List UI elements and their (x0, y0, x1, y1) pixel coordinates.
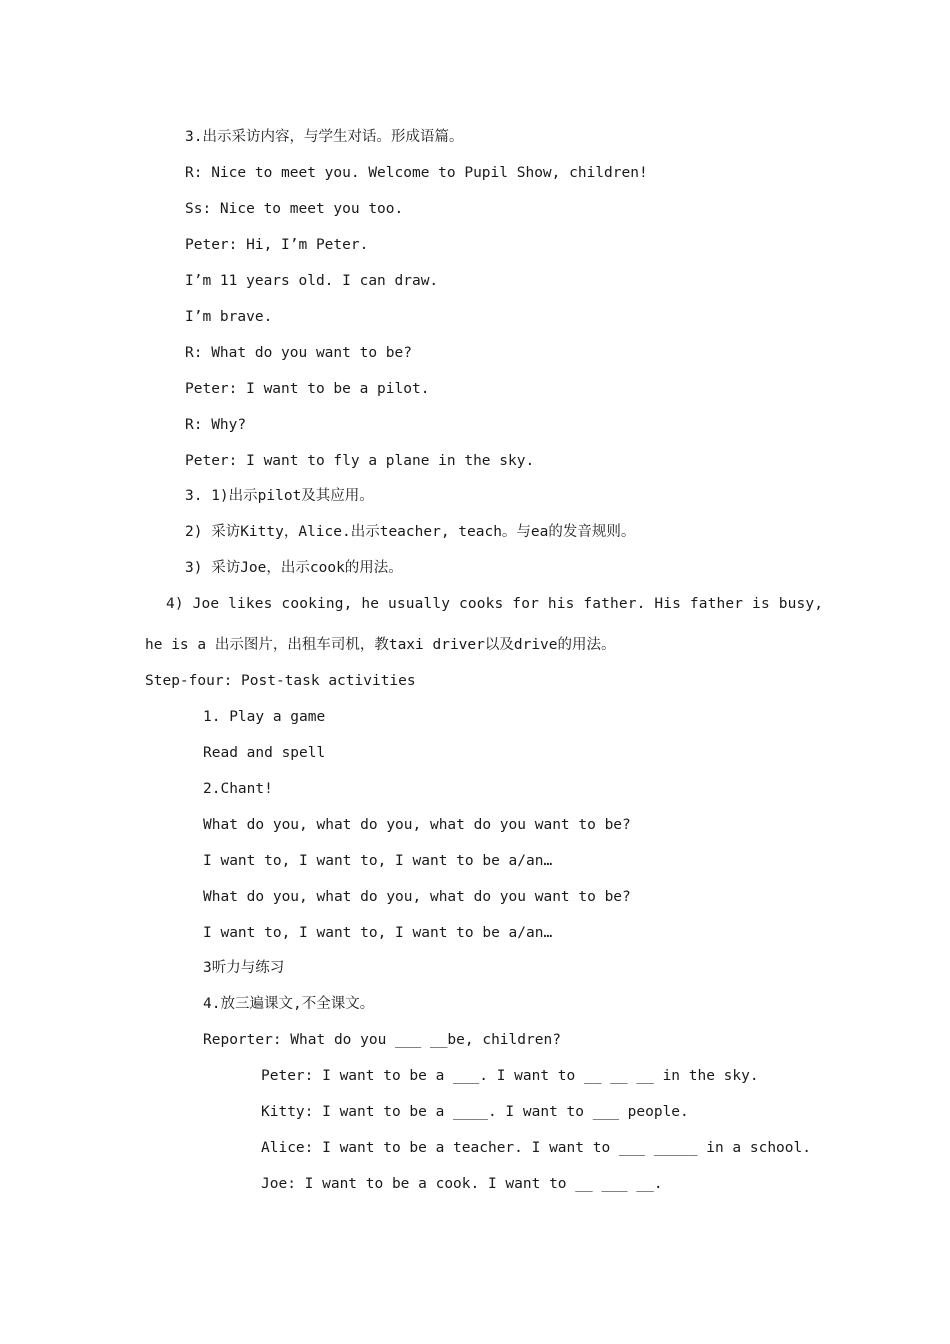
exercise-line-kitty: Kitty: I want to be a ____. I want to ___ people. (261, 1104, 689, 1120)
text-line-14: 4) Joe likes cooking, he usually cooks for his father. His father is busy, (166, 596, 824, 612)
text-line-12: 2) 采访Kitty，Alice.出示teacher, teach。与ea的发音规则。 (185, 524, 636, 540)
text-line-24: 3听力与练习 (203, 960, 285, 976)
text-line-7: R: What do you want to be? (185, 345, 412, 361)
exercise-line-peter: Peter: I want to be a ___. I want to __ __ __ in the sky. (261, 1068, 759, 1084)
text-line-3: Ss: Nice to meet you too. (185, 201, 404, 217)
text-line-19: 2.Chant! (203, 781, 273, 797)
text-line-4: Peter: Hi, I’m Peter. (185, 237, 369, 253)
text-line-9: R: Why? (185, 417, 247, 433)
chant-line-3: What do you, what do you, what do you want to be? (203, 889, 631, 905)
chant-line-2: I want to, I want to, I want to be a/an… (203, 853, 553, 869)
chant-line-1: What do you, what do you, what do you want to be? (203, 817, 631, 833)
text-line-1: 3.出示采访内容，与学生对话。形成语篇。 (185, 129, 464, 145)
text-line-11: 3. 1)出示pilot及其应用。 (185, 488, 374, 504)
text-line-18: Read and spell (203, 745, 326, 761)
text-line-10: Peter: I want to fly a plane in the sky. (185, 453, 535, 469)
text-line-8: Peter: I want to be a pilot. (185, 381, 430, 397)
exercise-line-alice: Alice: I want to be a teacher. I want to ___ _____ in a school. (261, 1140, 811, 1156)
exercise-line-joe: Joe: I want to be a cook. I want to __ ___ __. (261, 1176, 663, 1192)
chant-line-4: I want to, I want to, I want to be a/an… (203, 925, 553, 941)
text-line-13: 3) 采访Joe，出示cook的用法。 (185, 560, 403, 576)
section-heading-post-task: Step-four: Post-task activities (145, 673, 416, 689)
text-line-17: 1. Play a game (203, 709, 326, 725)
text-line-6: I’m brave. (185, 309, 273, 325)
text-line-5: I’m 11 years old. I can draw. (185, 273, 439, 289)
text-line-15: he is a 出示图片，出租车司机，教taxi driver以及drive的用法。 (145, 637, 616, 653)
text-line-2: R: Nice to meet you. Welcome to Pupil Show, children! (185, 165, 648, 181)
exercise-line-reporter: Reporter: What do you ___ __be, children? (203, 1032, 561, 1048)
text-line-25: 4.放三遍课文,不全课文。 (203, 996, 375, 1012)
